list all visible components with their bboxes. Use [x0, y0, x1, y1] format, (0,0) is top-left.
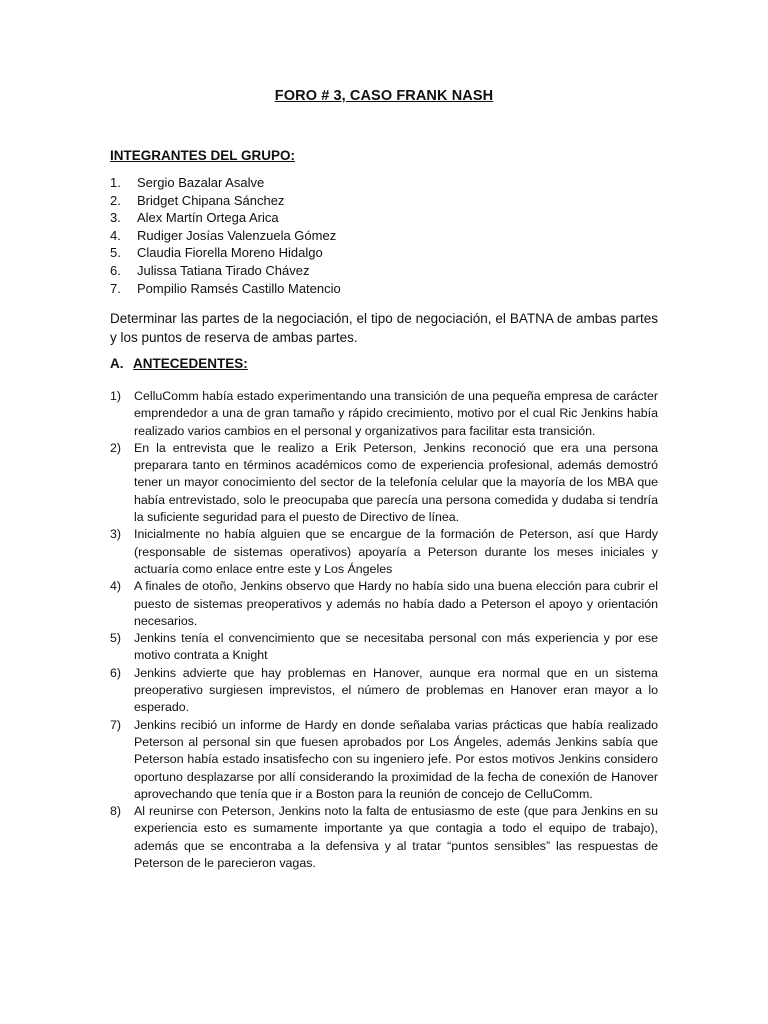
member-number: 7.	[110, 280, 121, 296]
background-item	[110, 630, 658, 665]
instruction-paragraph: Determinar las partes de la negociación, el tipo de negociación, el BATNA de ambas partes y los puntos de reserva de ambas partes.	[110, 311, 658, 345]
item-text: En la entrevista que le realizo a Erik Peterson, Jenkins reconoció que era una persona preparara tanto en términos académicos como de experiencia profesional, además demostró tener un mayor conocimiento del sector de la telefonía celular que la mayoría de los MBA que había entrevistado, solo le preocupaba que parecía una persona comedida y dudaba si tendría la suficiente seguridad para el puesto de Directivo de línea.	[134, 440, 658, 525]
item-number: 3)	[110, 527, 122, 542]
background-item	[110, 803, 658, 872]
item-number: 4)	[110, 579, 122, 594]
member-number: 6.	[110, 262, 121, 278]
item-text: Jenkins advierte que hay problemas en Hanover, aunque era normal que en un sistema preoperativo surgiesen imprevistos, el número de problemas en Hanover eran mayor a lo esperado.	[134, 665, 658, 715]
member-item	[110, 280, 341, 298]
item-text: Inicialmente no había alguien que se encargue de la formación de Peterson, así que Hardy (responsable de sistemas operativos) apoyaría a Peterson durante los meses iniciales y actuaría como enlace entre este y Los Ángeles	[134, 527, 658, 576]
background-item	[110, 388, 658, 440]
member-item	[110, 174, 341, 192]
background-list	[110, 388, 658, 872]
background-item	[110, 578, 658, 630]
item-number: 5)	[110, 631, 122, 646]
member-name: Alex Martín Ortega Arica	[137, 210, 279, 226]
member-name: Claudia Fiorella Moreno Hidalgo	[137, 245, 323, 261]
background-item	[110, 665, 658, 717]
member-number: 5.	[110, 245, 121, 261]
section-title: ANTECEDENTES:	[133, 356, 248, 371]
background-item	[110, 717, 658, 803]
section-letter: A.	[110, 356, 124, 371]
member-name: Pompilio Ramsés Castillo Matencio	[137, 280, 341, 296]
group-heading: INTEGRANTES DEL GRUPO:	[110, 148, 296, 163]
member-number: 1.	[110, 175, 121, 190]
item-number: 6)	[110, 665, 122, 680]
item-text: CelluComm había estado experimentando una transición de una pequeña empresa de carácter emprendedor a una de gran tamaño y rápido crecimiento, motivo por el cual Ric Jenkins había realizado varios cambios en el personal y organizativos para facilitar esta transición.	[134, 389, 658, 438]
member-item	[110, 262, 341, 280]
member-list	[110, 174, 341, 297]
item-number: 8)	[110, 804, 122, 819]
member-number: 4.	[110, 227, 121, 243]
member-name: Sergio Bazalar Asalve	[137, 175, 265, 190]
member-item	[110, 192, 341, 210]
item-text: A finales de otoño, Jenkins observo que Hardy no había sido una buena elección para cubrir el puesto de sistemas preoperativos y además no había dado a Peterson el apoyo y orientación necesarios.	[134, 579, 658, 628]
member-item	[110, 244, 341, 262]
item-number: 7)	[110, 717, 122, 732]
item-text: Jenkins recibió un informe de Hardy en donde señalaba varias prácticas que había realizado Peterson al personal sin que fuesen aprobados por Los Ángeles, además Jenkins sabía que Peterson había estado insatisfecho con su ingeniero jefe. Por estos motivos Jenkins considero oportuno desplazarse por allí considerando la proximidad de la fecha de conexión de Hanover aprovechando que tenía que ir a Boston para la reunión de concejo de CelluComm.	[134, 717, 658, 801]
item-number: 1)	[110, 389, 122, 403]
member-number: 3.	[110, 210, 121, 226]
member-item	[110, 209, 341, 227]
member-name: Rudiger Josías Valenzuela Gómez	[137, 227, 337, 243]
item-text: Al reunirse con Peterson, Jenkins noto la falta de entusiasmo de este (que para Jenkins en su experiencia esto es sumamente importante ya que contagia a todo el equipo de trabajo), además que se encontraba a la defensiva y al tratar “puntos sensibles” las respuestas de Peterson de le parecieron vagas.	[134, 804, 658, 871]
member-item	[110, 227, 341, 245]
member-name: Julissa Tatiana Tirado Chávez	[137, 262, 310, 278]
item-text: Jenkins tenía el convencimiento que se necesitaba personal con más experiencia y por ese motivo contrata a Knight	[134, 631, 658, 663]
background-item	[110, 526, 658, 578]
section-heading	[110, 356, 248, 371]
member-number: 2.	[110, 192, 121, 208]
item-number: 2)	[110, 440, 122, 455]
background-item	[110, 440, 658, 526]
document-title: FORO # 3, CASO FRANK NASH	[274, 88, 494, 104]
member-name: Bridget Chipana Sánchez	[137, 192, 285, 208]
